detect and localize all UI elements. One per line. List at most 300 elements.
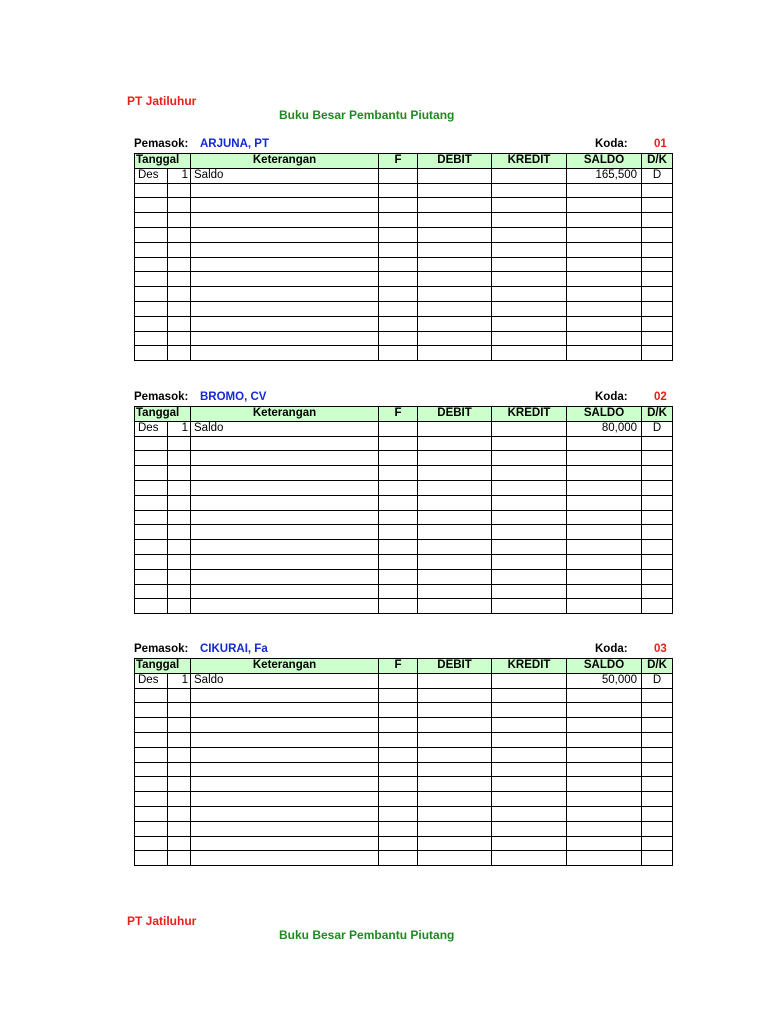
empty-cell[interactable] bbox=[379, 851, 418, 866]
empty-cell[interactable] bbox=[567, 584, 642, 599]
empty-cell[interactable] bbox=[168, 272, 191, 287]
empty-cell[interactable] bbox=[191, 792, 379, 807]
empty-cell[interactable] bbox=[191, 806, 379, 821]
empty-cell[interactable] bbox=[567, 703, 642, 718]
cell-month[interactable]: Des bbox=[135, 673, 168, 688]
empty-cell[interactable] bbox=[168, 688, 191, 703]
empty-cell[interactable] bbox=[191, 599, 379, 614]
empty-cell[interactable] bbox=[642, 792, 673, 807]
empty-cell[interactable] bbox=[168, 316, 191, 331]
empty-cell[interactable] bbox=[492, 777, 567, 792]
empty-cell[interactable] bbox=[492, 584, 567, 599]
cell-balance[interactable]: 50,000 bbox=[567, 673, 642, 688]
empty-cell[interactable] bbox=[492, 436, 567, 451]
empty-cell[interactable] bbox=[418, 836, 492, 851]
empty-cell[interactable] bbox=[135, 718, 168, 733]
empty-cell[interactable] bbox=[191, 316, 379, 331]
empty-cell[interactable] bbox=[418, 525, 492, 540]
empty-cell[interactable] bbox=[135, 599, 168, 614]
empty-cell[interactable] bbox=[642, 510, 673, 525]
empty-cell[interactable] bbox=[379, 242, 418, 257]
cell-credit[interactable] bbox=[492, 421, 567, 436]
empty-cell[interactable] bbox=[135, 480, 168, 495]
empty-cell[interactable] bbox=[379, 227, 418, 242]
empty-cell[interactable] bbox=[642, 346, 673, 361]
empty-cell[interactable] bbox=[567, 510, 642, 525]
empty-cell[interactable] bbox=[379, 257, 418, 272]
empty-cell[interactable] bbox=[379, 718, 418, 733]
empty-cell[interactable] bbox=[379, 495, 418, 510]
empty-cell[interactable] bbox=[418, 747, 492, 762]
empty-cell[interactable] bbox=[168, 599, 191, 614]
cell-debit[interactable] bbox=[418, 421, 492, 436]
empty-cell[interactable] bbox=[168, 213, 191, 228]
empty-cell[interactable] bbox=[191, 301, 379, 316]
empty-cell[interactable] bbox=[492, 836, 567, 851]
empty-cell[interactable] bbox=[379, 510, 418, 525]
empty-cell[interactable] bbox=[567, 851, 642, 866]
empty-cell[interactable] bbox=[492, 316, 567, 331]
empty-cell[interactable] bbox=[191, 346, 379, 361]
empty-cell[interactable] bbox=[492, 301, 567, 316]
empty-cell[interactable] bbox=[135, 792, 168, 807]
empty-cell[interactable] bbox=[642, 480, 673, 495]
cell-ref[interactable] bbox=[379, 421, 418, 436]
empty-cell[interactable] bbox=[492, 569, 567, 584]
empty-cell[interactable] bbox=[379, 569, 418, 584]
empty-cell[interactable] bbox=[492, 792, 567, 807]
empty-cell[interactable] bbox=[168, 480, 191, 495]
empty-cell[interactable] bbox=[168, 584, 191, 599]
empty-cell[interactable] bbox=[191, 777, 379, 792]
empty-cell[interactable] bbox=[168, 346, 191, 361]
empty-cell[interactable] bbox=[379, 525, 418, 540]
empty-cell[interactable] bbox=[168, 540, 191, 555]
empty-cell[interactable] bbox=[191, 836, 379, 851]
empty-cell[interactable] bbox=[418, 466, 492, 481]
empty-cell[interactable] bbox=[168, 301, 191, 316]
empty-cell[interactable] bbox=[492, 747, 567, 762]
empty-cell[interactable] bbox=[379, 688, 418, 703]
empty-cell[interactable] bbox=[379, 762, 418, 777]
empty-cell[interactable] bbox=[567, 688, 642, 703]
empty-cell[interactable] bbox=[191, 287, 379, 302]
empty-cell[interactable] bbox=[191, 480, 379, 495]
empty-cell[interactable] bbox=[191, 747, 379, 762]
empty-cell[interactable] bbox=[191, 762, 379, 777]
empty-cell[interactable] bbox=[168, 436, 191, 451]
empty-cell[interactable] bbox=[642, 718, 673, 733]
empty-cell[interactable] bbox=[492, 287, 567, 302]
empty-cell[interactable] bbox=[642, 599, 673, 614]
empty-cell[interactable] bbox=[492, 599, 567, 614]
empty-cell[interactable] bbox=[418, 688, 492, 703]
empty-cell[interactable] bbox=[642, 287, 673, 302]
empty-cell[interactable] bbox=[567, 495, 642, 510]
empty-cell[interactable] bbox=[379, 198, 418, 213]
empty-cell[interactable] bbox=[492, 540, 567, 555]
empty-cell[interactable] bbox=[567, 806, 642, 821]
empty-cell[interactable] bbox=[567, 272, 642, 287]
empty-cell[interactable] bbox=[642, 198, 673, 213]
empty-cell[interactable] bbox=[379, 777, 418, 792]
cell-month[interactable]: Des bbox=[135, 421, 168, 436]
empty-cell[interactable] bbox=[567, 525, 642, 540]
empty-cell[interactable] bbox=[567, 747, 642, 762]
empty-cell[interactable] bbox=[567, 762, 642, 777]
empty-cell[interactable] bbox=[168, 257, 191, 272]
empty-cell[interactable] bbox=[168, 792, 191, 807]
empty-cell[interactable] bbox=[418, 599, 492, 614]
empty-cell[interactable] bbox=[379, 584, 418, 599]
empty-cell[interactable] bbox=[191, 272, 379, 287]
empty-cell[interactable] bbox=[135, 540, 168, 555]
empty-cell[interactable] bbox=[567, 316, 642, 331]
cell-description[interactable]: Saldo bbox=[191, 168, 379, 183]
empty-cell[interactable] bbox=[168, 718, 191, 733]
empty-cell[interactable] bbox=[567, 599, 642, 614]
empty-cell[interactable] bbox=[191, 436, 379, 451]
empty-cell[interactable] bbox=[379, 287, 418, 302]
empty-cell[interactable] bbox=[418, 451, 492, 466]
empty-cell[interactable] bbox=[135, 732, 168, 747]
empty-cell[interactable] bbox=[492, 510, 567, 525]
empty-cell[interactable] bbox=[567, 436, 642, 451]
empty-cell[interactable] bbox=[135, 436, 168, 451]
empty-cell[interactable] bbox=[642, 272, 673, 287]
empty-cell[interactable] bbox=[492, 242, 567, 257]
empty-cell[interactable] bbox=[642, 436, 673, 451]
empty-cell[interactable] bbox=[418, 198, 492, 213]
empty-cell[interactable] bbox=[418, 436, 492, 451]
empty-cell[interactable] bbox=[418, 287, 492, 302]
empty-cell[interactable] bbox=[492, 480, 567, 495]
empty-cell[interactable] bbox=[567, 198, 642, 213]
empty-cell[interactable] bbox=[642, 301, 673, 316]
empty-cell[interactable] bbox=[567, 732, 642, 747]
empty-cell[interactable] bbox=[379, 451, 418, 466]
empty-cell[interactable] bbox=[492, 851, 567, 866]
empty-cell[interactable] bbox=[135, 554, 168, 569]
empty-cell[interactable] bbox=[642, 213, 673, 228]
empty-cell[interactable] bbox=[191, 495, 379, 510]
empty-cell[interactable] bbox=[168, 331, 191, 346]
empty-cell[interactable] bbox=[492, 554, 567, 569]
empty-cell[interactable] bbox=[135, 287, 168, 302]
empty-cell[interactable] bbox=[191, 198, 379, 213]
empty-cell[interactable] bbox=[168, 198, 191, 213]
empty-cell[interactable] bbox=[418, 510, 492, 525]
empty-cell[interactable] bbox=[642, 525, 673, 540]
empty-cell[interactable] bbox=[567, 718, 642, 733]
empty-cell[interactable] bbox=[492, 198, 567, 213]
empty-cell[interactable] bbox=[418, 821, 492, 836]
empty-cell[interactable] bbox=[567, 451, 642, 466]
empty-cell[interactable] bbox=[567, 213, 642, 228]
empty-cell[interactable] bbox=[135, 316, 168, 331]
empty-cell[interactable] bbox=[191, 242, 379, 257]
empty-cell[interactable] bbox=[168, 777, 191, 792]
empty-cell[interactable] bbox=[567, 242, 642, 257]
empty-cell[interactable] bbox=[642, 183, 673, 198]
empty-cell[interactable] bbox=[642, 554, 673, 569]
empty-cell[interactable] bbox=[642, 762, 673, 777]
empty-cell[interactable] bbox=[168, 451, 191, 466]
empty-cell[interactable] bbox=[642, 227, 673, 242]
empty-cell[interactable] bbox=[418, 346, 492, 361]
empty-cell[interactable] bbox=[135, 346, 168, 361]
empty-cell[interactable] bbox=[135, 198, 168, 213]
empty-cell[interactable] bbox=[135, 257, 168, 272]
empty-cell[interactable] bbox=[642, 451, 673, 466]
empty-cell[interactable] bbox=[642, 331, 673, 346]
empty-cell[interactable] bbox=[191, 451, 379, 466]
empty-cell[interactable] bbox=[567, 287, 642, 302]
empty-cell[interactable] bbox=[418, 257, 492, 272]
empty-cell[interactable] bbox=[642, 584, 673, 599]
empty-cell[interactable] bbox=[492, 346, 567, 361]
empty-cell[interactable] bbox=[642, 242, 673, 257]
empty-cell[interactable] bbox=[135, 821, 168, 836]
empty-cell[interactable] bbox=[168, 525, 191, 540]
cell-balance[interactable]: 165,500 bbox=[567, 168, 642, 183]
empty-cell[interactable] bbox=[191, 703, 379, 718]
empty-cell[interactable] bbox=[168, 287, 191, 302]
empty-cell[interactable] bbox=[642, 316, 673, 331]
empty-cell[interactable] bbox=[418, 569, 492, 584]
empty-cell[interactable] bbox=[168, 703, 191, 718]
empty-cell[interactable] bbox=[135, 301, 168, 316]
empty-cell[interactable] bbox=[418, 480, 492, 495]
empty-cell[interactable] bbox=[492, 331, 567, 346]
empty-cell[interactable] bbox=[492, 806, 567, 821]
empty-cell[interactable] bbox=[168, 554, 191, 569]
empty-cell[interactable] bbox=[418, 272, 492, 287]
empty-cell[interactable] bbox=[135, 510, 168, 525]
empty-cell[interactable] bbox=[492, 257, 567, 272]
empty-cell[interactable] bbox=[642, 777, 673, 792]
empty-cell[interactable] bbox=[168, 227, 191, 242]
empty-cell[interactable] bbox=[168, 510, 191, 525]
empty-cell[interactable] bbox=[379, 436, 418, 451]
empty-cell[interactable] bbox=[492, 451, 567, 466]
cell-balance[interactable]: 80,000 bbox=[567, 421, 642, 436]
empty-cell[interactable] bbox=[168, 569, 191, 584]
empty-cell[interactable] bbox=[135, 584, 168, 599]
empty-cell[interactable] bbox=[135, 213, 168, 228]
empty-cell[interactable] bbox=[418, 242, 492, 257]
empty-cell[interactable] bbox=[379, 747, 418, 762]
empty-cell[interactable] bbox=[168, 762, 191, 777]
empty-cell[interactable] bbox=[135, 227, 168, 242]
empty-cell[interactable] bbox=[135, 836, 168, 851]
empty-cell[interactable] bbox=[168, 747, 191, 762]
empty-cell[interactable] bbox=[492, 183, 567, 198]
empty-cell[interactable] bbox=[191, 851, 379, 866]
empty-cell[interactable] bbox=[135, 495, 168, 510]
cell-ref[interactable] bbox=[379, 168, 418, 183]
empty-cell[interactable] bbox=[492, 466, 567, 481]
empty-cell[interactable] bbox=[135, 688, 168, 703]
empty-cell[interactable] bbox=[168, 183, 191, 198]
empty-cell[interactable] bbox=[379, 554, 418, 569]
empty-cell[interactable] bbox=[135, 569, 168, 584]
empty-cell[interactable] bbox=[135, 183, 168, 198]
empty-cell[interactable] bbox=[191, 331, 379, 346]
empty-cell[interactable] bbox=[418, 213, 492, 228]
empty-cell[interactable] bbox=[379, 183, 418, 198]
empty-cell[interactable] bbox=[135, 242, 168, 257]
empty-cell[interactable] bbox=[567, 301, 642, 316]
empty-cell[interactable] bbox=[642, 703, 673, 718]
empty-cell[interactable] bbox=[168, 495, 191, 510]
cell-dk[interactable]: D bbox=[642, 168, 673, 183]
empty-cell[interactable] bbox=[418, 584, 492, 599]
empty-cell[interactable] bbox=[379, 272, 418, 287]
empty-cell[interactable] bbox=[567, 346, 642, 361]
empty-cell[interactable] bbox=[567, 331, 642, 346]
empty-cell[interactable] bbox=[492, 703, 567, 718]
empty-cell[interactable] bbox=[492, 821, 567, 836]
empty-cell[interactable] bbox=[191, 718, 379, 733]
empty-cell[interactable] bbox=[379, 346, 418, 361]
empty-cell[interactable] bbox=[379, 301, 418, 316]
empty-cell[interactable] bbox=[418, 777, 492, 792]
empty-cell[interactable] bbox=[135, 703, 168, 718]
empty-cell[interactable] bbox=[135, 777, 168, 792]
empty-cell[interactable] bbox=[642, 569, 673, 584]
cell-debit[interactable] bbox=[418, 168, 492, 183]
empty-cell[interactable] bbox=[135, 272, 168, 287]
empty-cell[interactable] bbox=[642, 540, 673, 555]
empty-cell[interactable] bbox=[135, 747, 168, 762]
empty-cell[interactable] bbox=[191, 257, 379, 272]
empty-cell[interactable] bbox=[642, 806, 673, 821]
empty-cell[interactable] bbox=[418, 301, 492, 316]
empty-cell[interactable] bbox=[191, 584, 379, 599]
empty-cell[interactable] bbox=[379, 821, 418, 836]
cell-description[interactable]: Saldo bbox=[191, 673, 379, 688]
cell-debit[interactable] bbox=[418, 673, 492, 688]
empty-cell[interactable] bbox=[418, 703, 492, 718]
empty-cell[interactable] bbox=[379, 806, 418, 821]
empty-cell[interactable] bbox=[567, 836, 642, 851]
empty-cell[interactable] bbox=[418, 792, 492, 807]
empty-cell[interactable] bbox=[191, 569, 379, 584]
empty-cell[interactable] bbox=[191, 183, 379, 198]
empty-cell[interactable] bbox=[379, 836, 418, 851]
cell-credit[interactable] bbox=[492, 168, 567, 183]
empty-cell[interactable] bbox=[135, 851, 168, 866]
cell-month[interactable]: Des bbox=[135, 168, 168, 183]
empty-cell[interactable] bbox=[379, 792, 418, 807]
empty-cell[interactable] bbox=[492, 732, 567, 747]
cell-description[interactable]: Saldo bbox=[191, 421, 379, 436]
cell-day[interactable]: 1 bbox=[168, 168, 191, 183]
empty-cell[interactable] bbox=[567, 466, 642, 481]
empty-cell[interactable] bbox=[418, 806, 492, 821]
empty-cell[interactable] bbox=[492, 272, 567, 287]
empty-cell[interactable] bbox=[492, 495, 567, 510]
empty-cell[interactable] bbox=[567, 569, 642, 584]
empty-cell[interactable] bbox=[379, 599, 418, 614]
empty-cell[interactable] bbox=[492, 688, 567, 703]
empty-cell[interactable] bbox=[191, 688, 379, 703]
empty-cell[interactable] bbox=[567, 540, 642, 555]
empty-cell[interactable] bbox=[418, 732, 492, 747]
empty-cell[interactable] bbox=[191, 510, 379, 525]
empty-cell[interactable] bbox=[191, 554, 379, 569]
empty-cell[interactable] bbox=[567, 257, 642, 272]
empty-cell[interactable] bbox=[135, 451, 168, 466]
empty-cell[interactable] bbox=[191, 525, 379, 540]
empty-cell[interactable] bbox=[492, 718, 567, 733]
empty-cell[interactable] bbox=[379, 466, 418, 481]
empty-cell[interactable] bbox=[567, 777, 642, 792]
empty-cell[interactable] bbox=[418, 851, 492, 866]
empty-cell[interactable] bbox=[135, 762, 168, 777]
empty-cell[interactable] bbox=[379, 540, 418, 555]
empty-cell[interactable] bbox=[168, 851, 191, 866]
empty-cell[interactable] bbox=[191, 213, 379, 228]
cell-day[interactable]: 1 bbox=[168, 421, 191, 436]
empty-cell[interactable] bbox=[191, 227, 379, 242]
empty-cell[interactable] bbox=[642, 466, 673, 481]
empty-cell[interactable] bbox=[379, 331, 418, 346]
cell-day[interactable]: 1 bbox=[168, 673, 191, 688]
cell-ref[interactable] bbox=[379, 673, 418, 688]
empty-cell[interactable] bbox=[168, 466, 191, 481]
empty-cell[interactable] bbox=[418, 554, 492, 569]
empty-cell[interactable] bbox=[418, 227, 492, 242]
empty-cell[interactable] bbox=[567, 554, 642, 569]
empty-cell[interactable] bbox=[492, 227, 567, 242]
empty-cell[interactable] bbox=[379, 213, 418, 228]
cell-dk[interactable]: D bbox=[642, 421, 673, 436]
empty-cell[interactable] bbox=[379, 703, 418, 718]
empty-cell[interactable] bbox=[642, 688, 673, 703]
empty-cell[interactable] bbox=[492, 525, 567, 540]
empty-cell[interactable] bbox=[418, 316, 492, 331]
empty-cell[interactable] bbox=[168, 732, 191, 747]
empty-cell[interactable] bbox=[168, 836, 191, 851]
empty-cell[interactable] bbox=[191, 466, 379, 481]
empty-cell[interactable] bbox=[418, 540, 492, 555]
empty-cell[interactable] bbox=[418, 762, 492, 777]
cell-credit[interactable] bbox=[492, 673, 567, 688]
empty-cell[interactable] bbox=[135, 525, 168, 540]
empty-cell[interactable] bbox=[168, 242, 191, 257]
empty-cell[interactable] bbox=[418, 495, 492, 510]
empty-cell[interactable] bbox=[642, 851, 673, 866]
empty-cell[interactable] bbox=[379, 480, 418, 495]
empty-cell[interactable] bbox=[642, 257, 673, 272]
empty-cell[interactable] bbox=[379, 732, 418, 747]
empty-cell[interactable] bbox=[418, 183, 492, 198]
empty-cell[interactable] bbox=[379, 316, 418, 331]
empty-cell[interactable] bbox=[567, 480, 642, 495]
empty-cell[interactable] bbox=[135, 806, 168, 821]
empty-cell[interactable] bbox=[418, 331, 492, 346]
empty-cell[interactable] bbox=[168, 806, 191, 821]
empty-cell[interactable] bbox=[135, 466, 168, 481]
empty-cell[interactable] bbox=[191, 540, 379, 555]
empty-cell[interactable] bbox=[642, 836, 673, 851]
empty-cell[interactable] bbox=[642, 732, 673, 747]
empty-cell[interactable] bbox=[492, 762, 567, 777]
empty-cell[interactable] bbox=[191, 821, 379, 836]
cell-dk[interactable]: D bbox=[642, 673, 673, 688]
